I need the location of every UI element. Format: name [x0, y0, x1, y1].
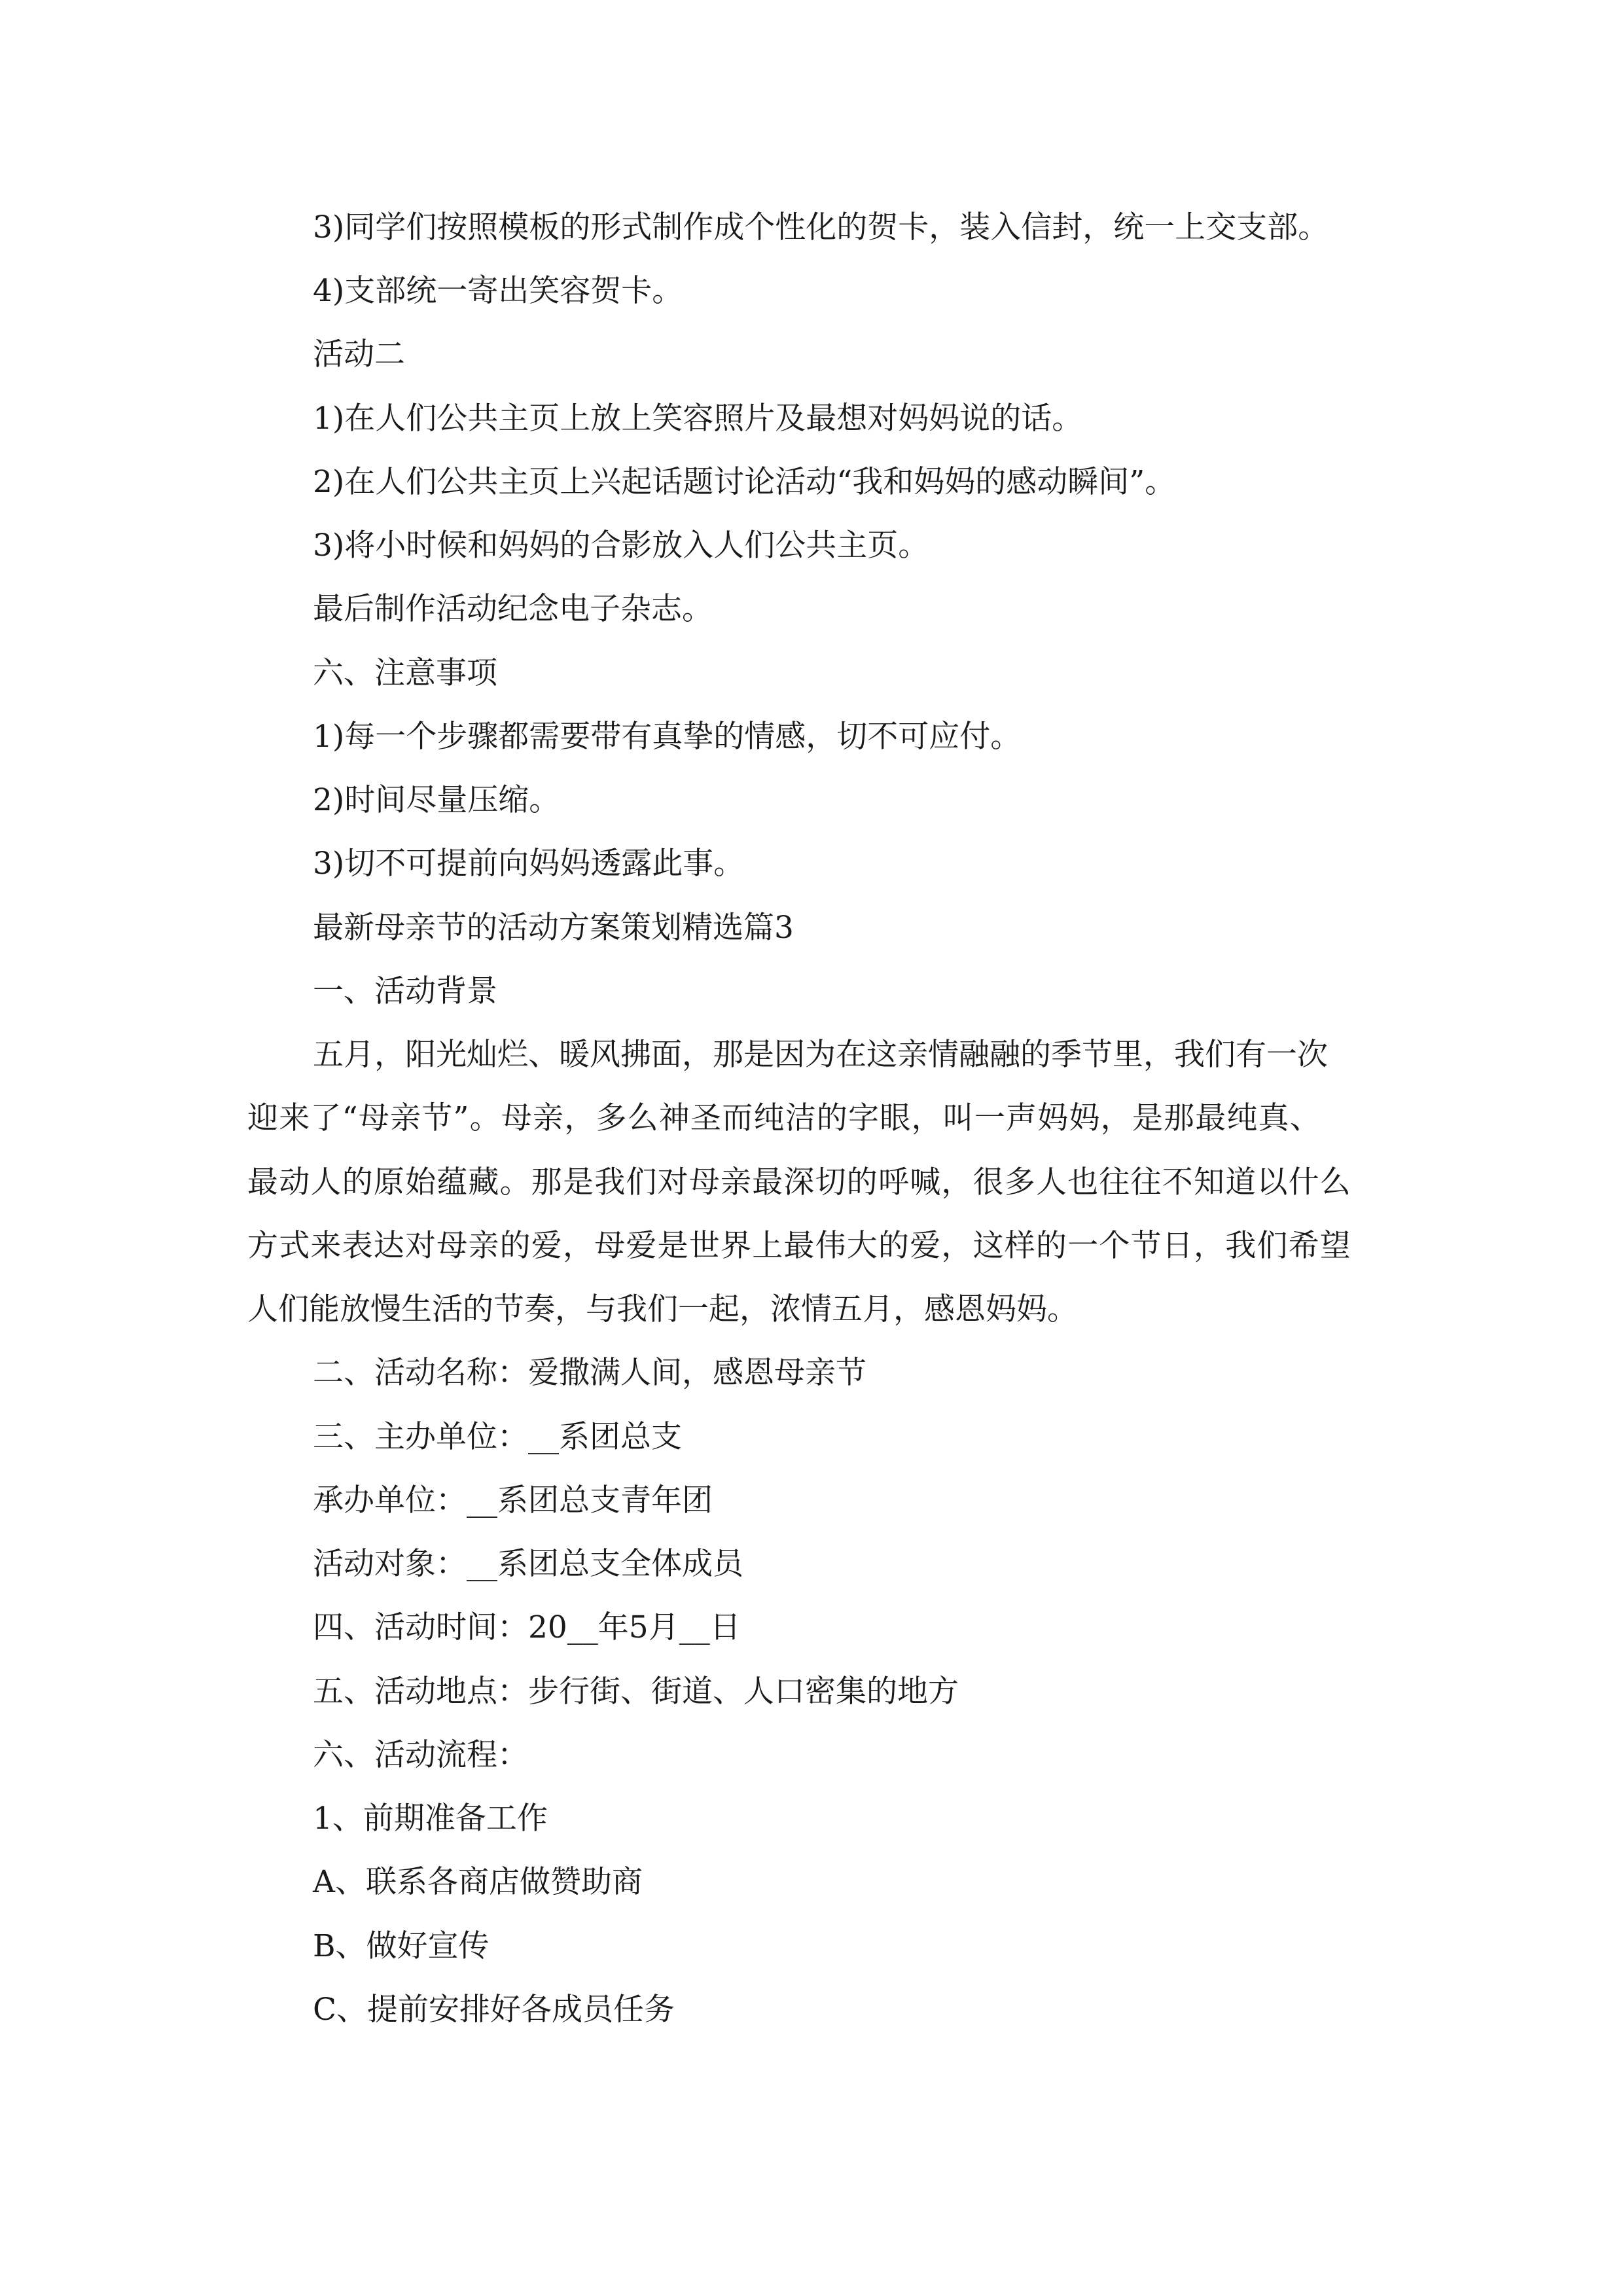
text-line: 1)在人们公共主页上放上笑容照片及最想对妈妈说的话。 — [313, 401, 1083, 437]
text-line: 4)支部统一寄出笑容贺卡。 — [313, 273, 683, 309]
text-line: 活动二 — [313, 336, 405, 372]
section-heading: 二、活动名称：爱撒满人间，感恩母亲节 — [313, 1355, 866, 1391]
text-line: 2)时间尽量压缩。 — [313, 782, 560, 818]
text-line: 3)同学们按照模板的形式制作成个性化的贺卡，装入信封，统一上交支部。 — [313, 209, 1329, 245]
section-heading: 一、活动背景 — [313, 973, 497, 1009]
section-heading: 四、活动时间：20__年5月__日 — [313, 1609, 741, 1645]
text-line: A、联系各商店做赞助商 — [313, 1864, 643, 1900]
section-heading: 五、活动地点：步行街、街道、人口密集的地方 — [313, 1674, 959, 1710]
text-line: 承办单位：__系团总支青年团 — [313, 1482, 713, 1518]
text-line: C、提前安排好各成员任务 — [313, 1992, 675, 2028]
chapter-title: 最新母亲节的活动方案策划精选篇3 — [313, 910, 794, 946]
text-line: 3)切不可提前向妈妈透露此事。 — [313, 846, 745, 882]
paragraph-line: 五月，阳光灿烂、暖风拂面，那是因为在这亲情融融的季节里，我们有一次 — [313, 1037, 1328, 1073]
section-heading: 六、活动流程： — [313, 1737, 528, 1773]
text-line: 3)将小时候和妈妈的合影放入人们公共主页。 — [313, 528, 929, 564]
paragraph-line: 最动人的原始蕴藏。那是我们对母亲最深切的呼喊，很多人也往往不知道以什么 — [247, 1164, 1351, 1200]
text-line: 活动对象：__系团总支全体成员 — [313, 1546, 743, 1582]
text-line: 2)在人们公共主页上兴起话题讨论活动“我和妈妈的感动瞬间”。 — [313, 464, 1176, 500]
paragraph-line: 人们能放慢生活的节奏，与我们一起，浓情五月，感恩妈妈。 — [247, 1291, 1078, 1327]
text-line: 最后制作活动纪念电子杂志。 — [313, 591, 713, 627]
section-heading: 三、主办单位：__系团总支 — [313, 1419, 682, 1455]
text-line: B、做好宣传 — [313, 1928, 490, 1964]
paragraph-line: 迎来了“母亲节”。母亲，多么神圣而纯洁的字眼，叫一声妈妈，是那最纯真、 — [247, 1100, 1322, 1136]
text-line: 1、前期准备工作 — [313, 1801, 548, 1837]
paragraph-line: 方式来表达对母亲的爱，母爱是世界上最伟大的爱，这样的一个节日，我们希望 — [247, 1228, 1351, 1264]
section-heading: 六、注意事项 — [313, 655, 497, 691]
text-line: 1)每一个步骤都需要带有真挚的情感，切不可应付。 — [313, 719, 1022, 755]
